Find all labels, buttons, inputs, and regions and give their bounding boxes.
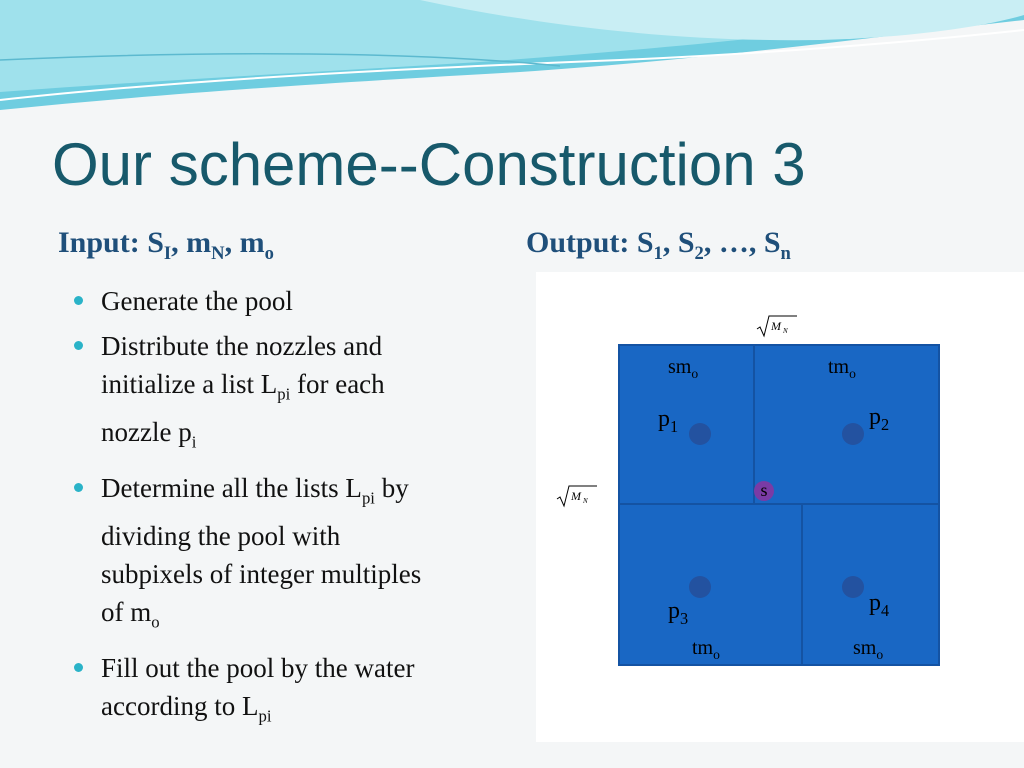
cell-label-top-right: $tm_o$ (828, 356, 856, 381)
svg-text:N: N (583, 497, 588, 505)
nozzle-p4-icon (842, 576, 864, 598)
pool-bottom-divider (801, 504, 803, 666)
header-wave-decoration (0, 0, 1024, 120)
nozzle-label-p1: $p_1$ (658, 406, 679, 436)
steps-list (74, 282, 514, 742)
step-generate-pool: Generate the pool (74, 282, 514, 320)
svg-text:N: N (783, 327, 788, 335)
sqrt-radical-icon (556, 484, 598, 508)
nozzle-label-p2: $p_2$ (869, 404, 890, 434)
nozzle-p2-icon (842, 423, 864, 445)
sqrt-height-label (556, 484, 598, 508)
pool-top-divider (753, 344, 755, 505)
center-mark: s (754, 481, 774, 501)
bullet-dot-icon (74, 483, 83, 492)
nozzle-p3-icon (689, 576, 711, 598)
cell-label-bottom-right: $sm_o$ (853, 637, 884, 662)
sqrt-radical-icon (756, 314, 798, 338)
nozzle-label-p4: $p_4$ (869, 590, 890, 620)
nozzle-p1-icon (689, 423, 711, 445)
step-fill-pool: Fill out the pool by the water according to $L_{pi}$ (74, 649, 514, 735)
input-heading: Input: $S_I$, $m_N$, $m_o$ (58, 226, 274, 264)
slide-title: Our scheme--Construction 3 (52, 131, 806, 198)
pool-grid (618, 344, 940, 666)
bullet-dot-icon (74, 663, 83, 672)
step-distribute-nozzles: Distribute the nozzles and initialize a list $L_{pi}$ for each nozzle $p_i$ (74, 327, 514, 462)
pool-horizontal-divider (618, 503, 940, 505)
cell-label-top-left: $sm_o$ (668, 356, 699, 381)
bullet-dot-icon (74, 296, 83, 305)
nozzle-label-p3: $p_3$ (668, 598, 689, 628)
output-heading: Output: $S_1$, $S_2$, …, $S_n$ (526, 226, 791, 264)
sqrt-width-label (756, 314, 798, 338)
bullet-dot-icon (74, 341, 83, 350)
step-determine-lists: Determine all the lists $L_{pi}$ by dividing the pool with subpixels of integer multiples of $m_o$ (74, 469, 514, 642)
cell-label-bottom-left: $tm_o$ (692, 637, 720, 662)
svg-text:M: M (571, 489, 581, 503)
svg-text:M: M (771, 319, 781, 333)
